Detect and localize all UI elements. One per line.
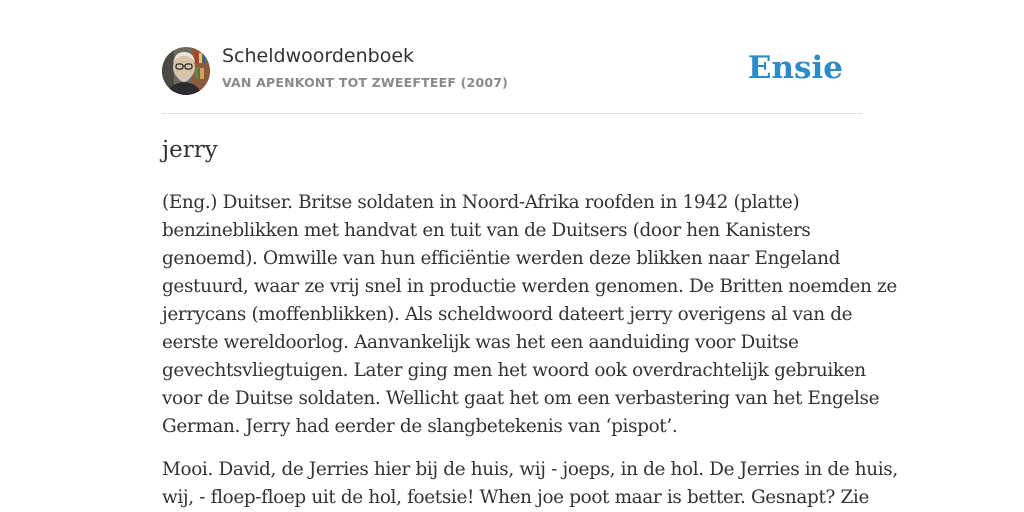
quote-paragraph bbox=[162, 456, 898, 512]
source-title-link[interactable]: Scheldwoordenboek bbox=[222, 45, 415, 67]
text-line: voor de Duitse soldaten. Wellicht gaat het om een verbastering van het Engelse bbox=[162, 388, 880, 409]
text-line: (Eng.) Duitser. Britse soldaten in Noord-Afrika roofden in 1942 (platte) bbox=[162, 192, 800, 213]
source-subtitle: VAN APENKONT TOT ZWEEFTEEF (2007) bbox=[222, 75, 509, 90]
text-line: eerste wereldoorlog. Aanvankelijk was het een aanduiding voor Duitse bbox=[162, 332, 799, 353]
entry-term: jerry bbox=[162, 137, 218, 163]
entry-body bbox=[162, 189, 898, 512]
source-header bbox=[162, 0, 862, 114]
text-line: Mooi. David, de Jerries hier bij de huis, wij - joeps, in de hol. De Jerries in de huis, bbox=[162, 459, 898, 480]
text-line: genoemd). Omwille van hun efficiëntie werden deze blikken naar Engeland bbox=[162, 248, 841, 269]
text-line: German. Jerry had eerder de slangbetekenis van ‘pispot’. bbox=[162, 416, 678, 437]
author-portrait-icon bbox=[162, 47, 210, 95]
author-avatar[interactable] bbox=[162, 47, 210, 95]
text-line: gevechtsvliegtuigen. Later ging men het woord ook overdrachtelijk gebruiken bbox=[162, 360, 866, 381]
entry-card bbox=[162, 0, 898, 508]
text-line: wij, - floep-floep uit de hol, foetsie! When joe poot maar is better. Gesnapt? Zie bbox=[162, 487, 869, 508]
text-line: benzineblikken met handvat en tuit van de Duitsers (door hen Kanisters bbox=[162, 220, 811, 241]
definition-paragraph bbox=[162, 189, 897, 441]
text-line: gestuurd, waar ze vrij snel in productie werden genomen. De Britten noemden ze bbox=[162, 276, 897, 297]
text-line: jerrycans (moffenblikken). Als scheldwoord dateert jerry overigens al van de bbox=[162, 304, 853, 325]
ensie-logo[interactable]: Ensie bbox=[747, 50, 843, 86]
